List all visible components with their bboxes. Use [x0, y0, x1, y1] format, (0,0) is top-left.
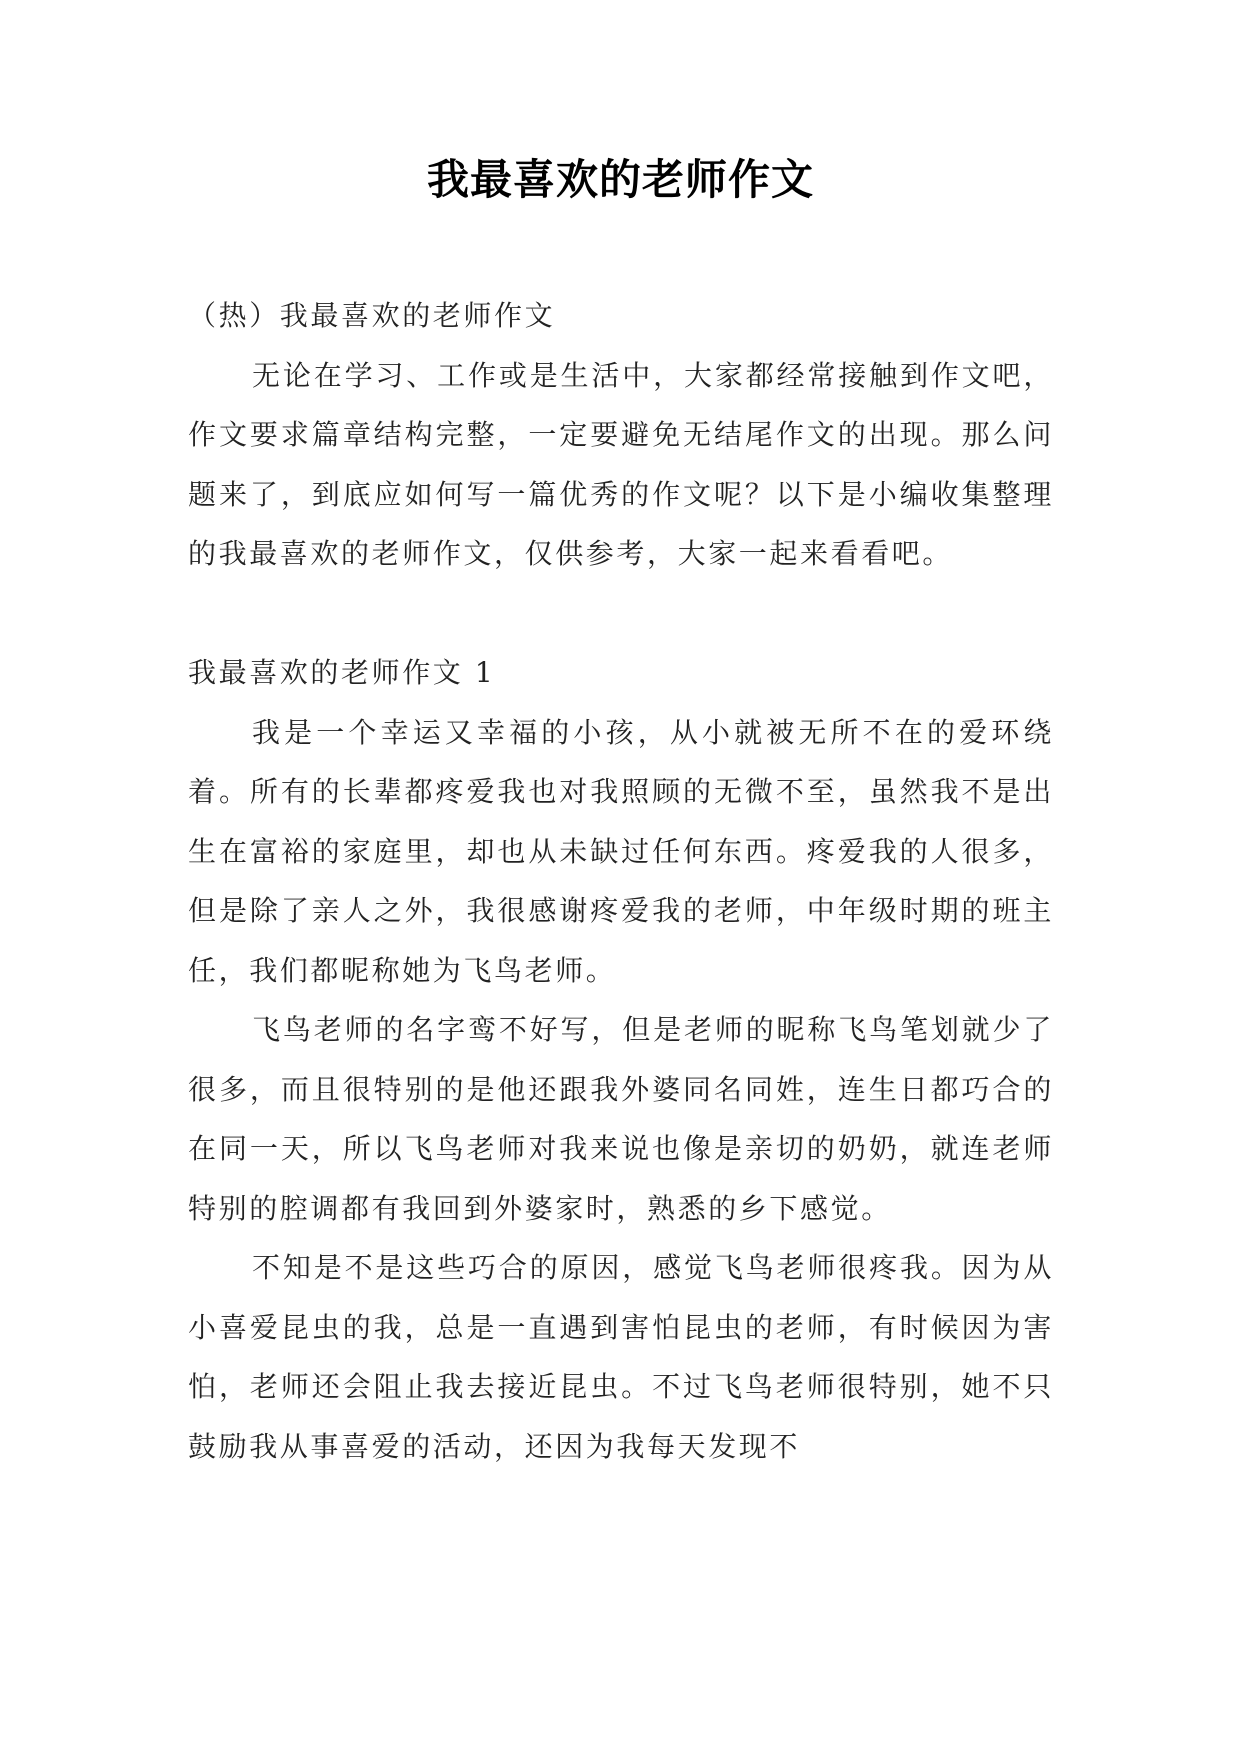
document-title: 我最喜欢的老师作文 [426, 155, 814, 204]
intro-paragraph: 无论在学习、工作或是生活中，大家都经常接触到作文吧，作文要求篇章结构完整，一定要避免无结尾作文的出现。那么问题来了，到底应如何写一篇优秀的作文呢？以下是小编收集整理的我最喜欢的老师作文，仅供参考，大家一起来看看吧。 [188, 358, 1054, 570]
document-subtitle: （热）我最喜欢的老师作文 [188, 299, 556, 332]
body-paragraph-2: 飞鸟老师的名字鸾不好写，但是老师的昵称飞鸟笔划就少了很多，而且很特别的是他还跟我外婆同名同姓，连生日都巧合的在同一天，所以飞鸟老师对我来说也像是亲切的奶奶，就连老师特别的腔调都有我回到外婆家时，熟悉的乡下感觉。 [188, 1013, 1054, 1225]
body-paragraph-1: 我是一个幸运又幸福的小孩，从小就被无所不在的爱环绕着。所有的长辈都疼爱我也对我照顾的无微不至，虽然我不是出生在富裕的家庭里，却也从未缺过任何东西。疼爱我的人很多，但是除了亲人之外，我很感谢疼爱我的老师，中年级时期的班主任，我们都昵称她为飞鸟老师。 [188, 715, 1054, 987]
section-heading: 我最喜欢的老师作文 1 [188, 656, 496, 689]
section-spacer [188, 584, 1054, 644]
document-body [188, 286, 1054, 1476]
body-paragraph-3: 不知是不是这些巧合的原因，感觉飞鸟老师很疼我。因为从小喜爱昆虫的我，总是一直遇到害怕昆虫的老师，有时候因为害怕，老师还会阻止我去接近昆虫。不过飞鸟老师很特别，她不只鼓励我从事喜爱的活动，还因为我每天发现不 [188, 1251, 1054, 1463]
